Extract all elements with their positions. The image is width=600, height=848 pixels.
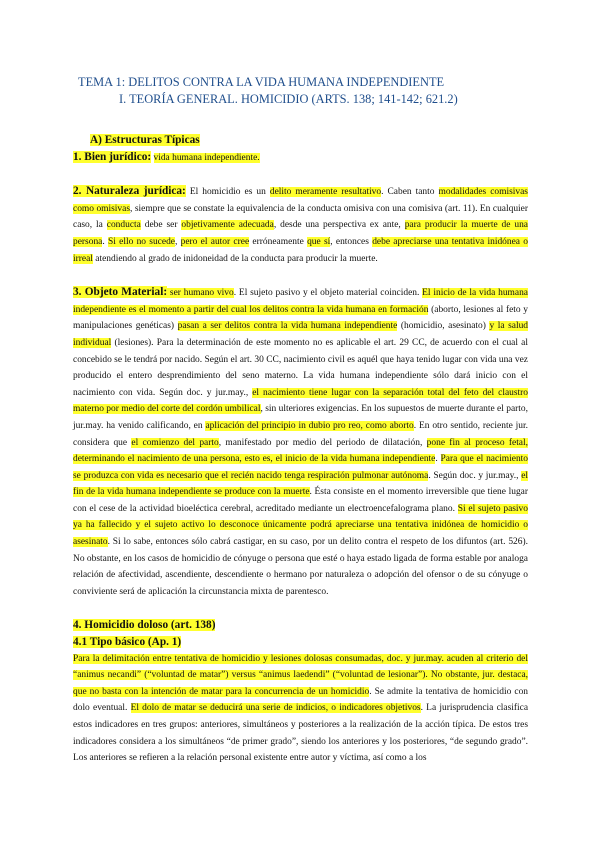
tipo-basico-heading: 4.1 Tipo básico (Ap. 1) bbox=[73, 636, 182, 649]
document-body bbox=[73, 132, 528, 767]
section-tipo-basico: Para la delimitación entre tentativa de homicidio y lesiones dolosas consumadas, doc. y jur.may. acuden al criterio del “animus necandi” (“voluntad de matar”) versus “animus laedendi” (“voluntad de lesionar”). No obstante, jur. destaca, que no basta con la intención de matar para la concurrencia de un homicidio. Se admite la tentativa de homicidio con dolo eventual. El dolo de matar se deducirá una serie de indicios, o indicadores objetivos. La jurisprudencia clasifica estos indicadores en tres grupos: anteriores, simultáneos y posteriores a la realización de la acción típica. De estos tres indicadores considera a los simultáneos “de primer grado”, siendo los anteriores y los posteriores, “de segundo grado”. Los anteriores se refieren a la relación personal existente entre autor y víctima, así como a los bbox=[73, 653, 529, 764]
section-objeto-material: 3. Objeto Material: ser humano vivo. El sujeto pasivo y el objeto material coinciden. El inicio de la vida humana independiente es el momento a partir del cual los delitos contra la vida humana en formación (aborto, lesiones al feto y manipulaciones genéticas) pasan a ser delitos contra la vida humana independiente (homicidio, asesinato) y la salud individual (lesiones). Para la determinación de este momento no es aplicable el art. 29 CC, de acuerdo con el cual al concebido se le tendrá por nacido. Según el art. 30 CC, nacimiento civil es aquél que haya tenido lugar con vida una vez producido el entero desprendimiento del seno materno. La vida humana independiente sólo dará inicio con el nacimiento con vida. Según doc. y jur.may., el nacimiento tiene lugar con la separación total del feto del claustro materno por medio del corte del cordón umbilical, sin ulteriores exigencias. En los supuestos de muerte durante el parto, jur.may. ha venido calificando, en aplicación del principio in dubio pro reo, como aborto. En otro sentido, reciente jur. considera que el comienzo del parto, manifestado por medio del periodo de dilatación, pone fin al proceso fetal, determinando el nacimiento de una persona, esto es, el inicio de la vida humana independiente. Para que el nacimiento se produzca con vida es necesario que el recién nacido tenga respiración pulmonar autónoma. Según doc. y jur.may., el fin de la vida humana independiente se produce con la muerte. Ésta consiste en el momento irreversible que tiene lugar con el cese de la actividad bioeléctica cerebral, acreditado mediante un electroencefalograma plano. Si el sujeto pasivo ya ha fallecido y el sujeto activo lo desconoce únicamente podrá apreciarse una tentativa inidónea de homicidio o asesinato. Si lo sabe, entonces sólo cabrá castigar, en su caso, por un delito contra el respeto de los difuntos (art. 526). No obstante, en los casos de homicidio de cónyuge o persona que esté o haya estado ligada de forma estable por analoga relación de afectividad, ascendiente, descendiente o hermano por naturaleza o adopción del ofensor o de su cónyuge o conviviente será de aplicación la circunstancia mixta de parentesco. bbox=[73, 286, 529, 597]
naturaleza-heading: 2. Naturaleza jurídica: bbox=[73, 185, 186, 198]
objeto-material-heading: 3. Objeto Material: bbox=[73, 286, 168, 299]
section-bien-juridico bbox=[73, 149, 528, 167]
bien-juridico-heading: 1. Bien jurídico: bbox=[73, 150, 152, 163]
document-title bbox=[78, 74, 558, 108]
title-line-1: TEMA 1: DELITOS CONTRA LA VIDA HUMANA INDEPENDIENTE bbox=[78, 75, 445, 89]
homicidio-doloso-heading: 4. Homicidio doloso (art. 138) bbox=[73, 619, 216, 632]
section-naturaleza-juridica: 2. Naturaleza jurídica: El homicidio es un delito meramente resultativo. Caben tanto modalidades comisivas como omisivas, siempre que se constate la equivalencia de la conducta omisiva con una comisiva (art. 11). En cualquier caso, la conducta debe ser objetivamente adecuada, desde una perspectiva ex ante, para producir la muerte de una persona. Si ello no sucede, pero el autor cree erróneamente que sí, entonces debe apreciarse una tentativa inidónea o irreal atendiendo al grado de inidoneidad de la conducta para producir la muerte. bbox=[73, 185, 528, 264]
bien-juridico-text: vida humana independiente. bbox=[153, 152, 260, 163]
section-a-heading: A) Estructuras Típicas bbox=[90, 134, 200, 146]
title-line-2: I. TEORÍA GENERAL. HOMICIDIO (ARTS. 138; 141-142; 621.2) bbox=[119, 92, 458, 106]
